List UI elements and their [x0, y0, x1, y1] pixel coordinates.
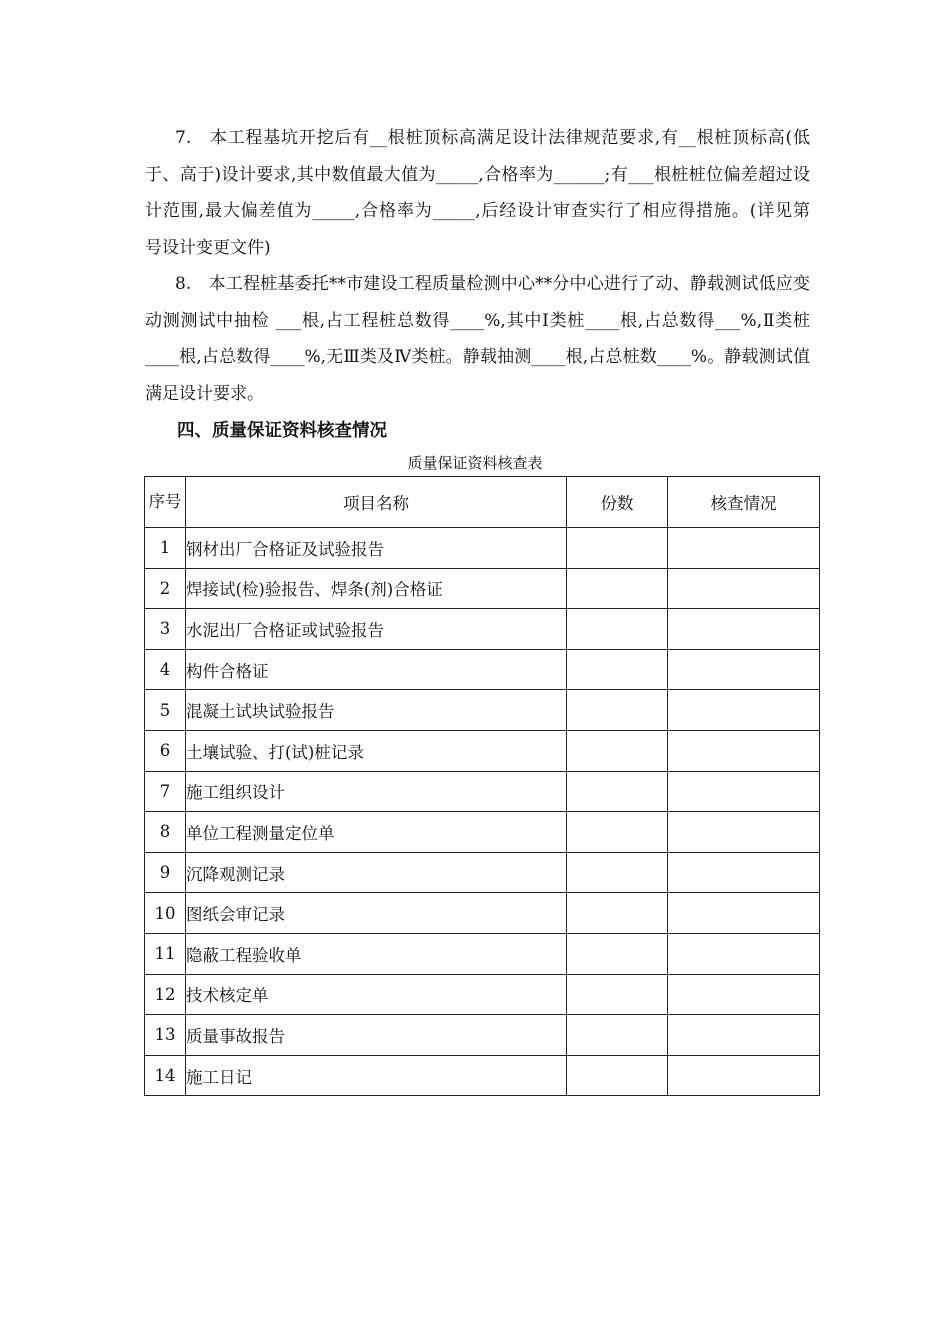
row-copies-cell	[567, 528, 668, 569]
row-check-cell	[668, 690, 820, 731]
row-copies-cell	[567, 1055, 668, 1096]
row-item-name: 隐蔽工程验收单	[186, 933, 567, 974]
row-index: 10	[145, 893, 186, 934]
row-item-name: 施工组织设计	[186, 771, 567, 812]
paragraph-7: 7. 本工程基坑开挖后有__根桩顶标高满足设计法律规范要求,有__根桩顶标高(低于、高于)设计要求,其中数值最大值为_____,合格率为______;有___根桩桩位偏差超过设计范围,最大偏差值为_____,合格率为_____,后经设计审查实行了相应得措施。(详见第 号设计变更文件)	[145, 128, 827, 258]
row-copies-cell	[567, 933, 668, 974]
row-item-name: 焊接试(检)验报告、焊条(剂)合格证	[186, 568, 567, 609]
table-row	[145, 568, 820, 609]
row-copies-cell	[567, 893, 668, 934]
row-index: 4	[145, 649, 186, 690]
table-row	[145, 933, 820, 974]
row-index: 11	[145, 933, 186, 974]
row-check-cell	[668, 528, 820, 569]
row-check-cell	[668, 974, 820, 1015]
row-check-cell	[668, 649, 820, 690]
row-copies-cell	[567, 568, 668, 609]
row-copies-cell	[567, 690, 668, 731]
row-index: 13	[145, 1015, 186, 1056]
row-index: 3	[145, 609, 186, 650]
row-check-cell	[668, 812, 820, 853]
row-check-cell	[668, 893, 820, 934]
table-row	[145, 852, 820, 893]
row-copies-cell	[567, 974, 668, 1015]
row-item-name: 混凝土试块试验报告	[186, 690, 567, 731]
table-row	[145, 893, 820, 934]
row-index: 14	[145, 1055, 186, 1096]
quality-document-table	[144, 476, 820, 1096]
row-item-name: 沉降观测记录	[186, 852, 567, 893]
row-check-cell	[668, 568, 820, 609]
row-copies-cell	[567, 1015, 668, 1056]
row-index: 5	[145, 690, 186, 731]
row-index: 2	[145, 568, 186, 609]
row-index: 12	[145, 974, 186, 1015]
header-check-status: 核查情况	[668, 477, 820, 528]
paragraph-8: 8. 本工程桩基委托**市建设工程质量检测中心**分中心进行了动、静载测试低应变动测测试中抽检 ___根,占工程桩总数得____%,其中Ⅰ类桩____根,占总数得___%,Ⅱ类桩____根,占总数得____%,无Ⅲ类及Ⅳ类桩。静载抽测____根,占总桩数____%。静载测试值满足设计要求。	[145, 274, 810, 404]
row-copies-cell	[567, 812, 668, 853]
row-item-name: 单位工程测量定位单	[186, 812, 567, 853]
table-row	[145, 609, 820, 650]
section-title: 四、质量保证资料核查情况	[177, 421, 387, 441]
row-check-cell	[668, 933, 820, 974]
row-index: 1	[145, 528, 186, 569]
row-check-cell	[668, 852, 820, 893]
table-body	[145, 528, 820, 1096]
header-item-name: 项目名称	[186, 477, 567, 528]
row-item-name: 图纸会审记录	[186, 893, 567, 934]
row-copies-cell	[567, 649, 668, 690]
row-check-cell	[668, 1015, 820, 1056]
table-row	[145, 649, 820, 690]
header-index: 序号	[145, 477, 186, 528]
row-item-name: 构件合格证	[186, 649, 567, 690]
header-copies: 份数	[567, 477, 668, 528]
row-index: 6	[145, 730, 186, 771]
row-item-name: 技术核定单	[186, 974, 567, 1015]
row-copies-cell	[567, 609, 668, 650]
row-index: 8	[145, 812, 186, 853]
row-check-cell	[668, 609, 820, 650]
row-copies-cell	[567, 730, 668, 771]
table-row	[145, 730, 820, 771]
row-check-cell	[668, 730, 820, 771]
table-row	[145, 812, 820, 853]
table-header-row	[145, 477, 820, 528]
row-item-name: 质量事故报告	[186, 1015, 567, 1056]
table-row	[145, 974, 820, 1015]
row-item-name: 土壤试验、打(试)桩记录	[186, 730, 567, 771]
row-item-name: 水泥出厂合格证或试验报告	[186, 609, 567, 650]
table-row	[145, 771, 820, 812]
row-item-name: 钢材出厂合格证及试验报告	[186, 528, 567, 569]
row-copies-cell	[567, 852, 668, 893]
row-index: 7	[145, 771, 186, 812]
row-check-cell	[668, 771, 820, 812]
row-check-cell	[668, 1055, 820, 1096]
table-row	[145, 690, 820, 731]
table-row	[145, 1015, 820, 1056]
row-index: 9	[145, 852, 186, 893]
table-row	[145, 1055, 820, 1096]
table-caption: 质量保证资料核查表	[407, 454, 543, 472]
table-row	[145, 528, 820, 569]
row-item-name: 施工日记	[186, 1055, 567, 1096]
row-copies-cell	[567, 771, 668, 812]
